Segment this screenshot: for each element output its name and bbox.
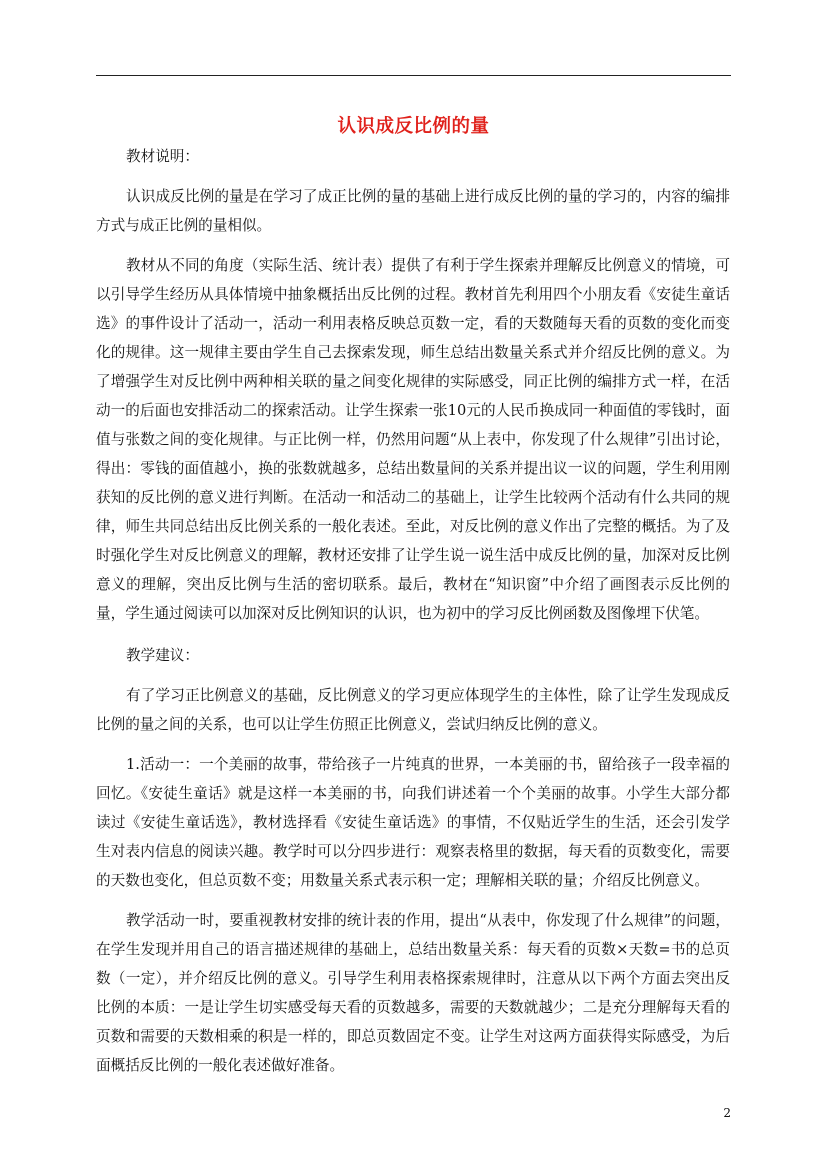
section-heading-suggestions: 教学建议： (126, 647, 199, 664)
page-number: 2 (723, 1106, 731, 1120)
paragraph-suggestions-2: 1.活动一：一个美丽的故事，带给孩子一片纯真的世界，一本美丽的书，留给孩子一段幸福的回忆。《安徒生童话》就是这样一本美丽的书，向我们讲述着一个个美丽的故事。小学生大部分都读过《安徒生童话选》，教材选择看《安徒生童话选》的事情，不仅贴近学生的生活，还会引发学生对表内信息的阅读兴趣。教学时可以分四步进行：观察表格里的数据，每天看的页数变化，需要的天数也变化，但总页数不变；用数量关系式表示积一定；理解相关联的量；介绍反比例意义。 (96, 756, 730, 889)
paragraph-materials-2: 教材从不同的角度（实际生活、统计表）提供了有利于学生探索并理解反比例意义的情境，可以引导学生经历从具体情境中抽象概括出反比例的过程。教材首先利用四个小朋友看《安徒生童话选》的事件设计了活动一，活动一利用表格反映总页数一定，看的天数随每天看的页数的变化而变化的规律。这一规律主要由学生自己去探索发现，师生总结出数量关系式并介绍反比例的意义。为了增强学生对反比例中两种相关联的量之间变化规律的实际感受，同正比例的编排方式一样，在活动一的后面也安排活动二的探索活动。让学生探索一张10元的人民币换成同一种面值的零钱时，面值与张数之间的变化规律。与正比例一样，仍然用问题“从上表中，你发现了什么规律”引出讨论，得出：零钱的面值越小，换的张数就越多，总结出数量间的关系并提出议一议的问题，学生利用刚获知的反比例的意义进行判断。在活动一和活动二的基础上，让学生比较两个活动有什么共同的规律，师生共同总结出反比例关系的一般化表述。至此，对反比例的意义作出了完整的概括。为了及时强化学生对反比例意义的理解，教材还安排了让学生说一说生活中成反比例的量，加深对反比例意义的理解，突出反比例与生活的密切联系。最后，教材在“知识窗”中介绍了画图表示反比例的量，学生通过阅读可以加深对反比例知识的认识，也为初中的学习反比例函数及图像埋下伏笔。 (96, 257, 730, 622)
document-title: 认识成反比例的量 (337, 116, 490, 137)
document-body (96, 142, 730, 1080)
paragraph-materials-1: 认识成反比例的量是在学习了成正比例的量的基础上进行成反比例的量的学习的，内容的编排方式与成正比例的量相似。 (96, 188, 730, 234)
header-rule (96, 75, 731, 76)
section-heading-materials: 教材说明： (126, 148, 199, 165)
paragraph-suggestions-1: 有了学习正比例意义的基础，反比例意义的学习更应体现学生的主体性，除了让学生发现成反比例的量之间的关系，也可以让学生仿照正比例意义，尝试归纳反比例的意义。 (96, 687, 730, 733)
paragraph-suggestions-3: 教学活动一时，要重视教材安排的统计表的作用，提出“从表中，你发现了什么规律”的问题，在学生发现并用自己的语言描述规律的基础上，总结出数量关系：每天看的页数×天数=书的总页数（一定），并介绍反比例的意义。引导学生利用表格探索规律时，注意从以下两个方面去突出反比例的本质：一是让学生切实感受每天看的页数越多，需要的天数就越少；二是充分理解每天看的页数和需要的天数相乘的积是一样的，即总页数固定不变。让学生对这两方面获得实际感受，为后面概括反比例的一般化表述做好准备。 (96, 912, 730, 1074)
